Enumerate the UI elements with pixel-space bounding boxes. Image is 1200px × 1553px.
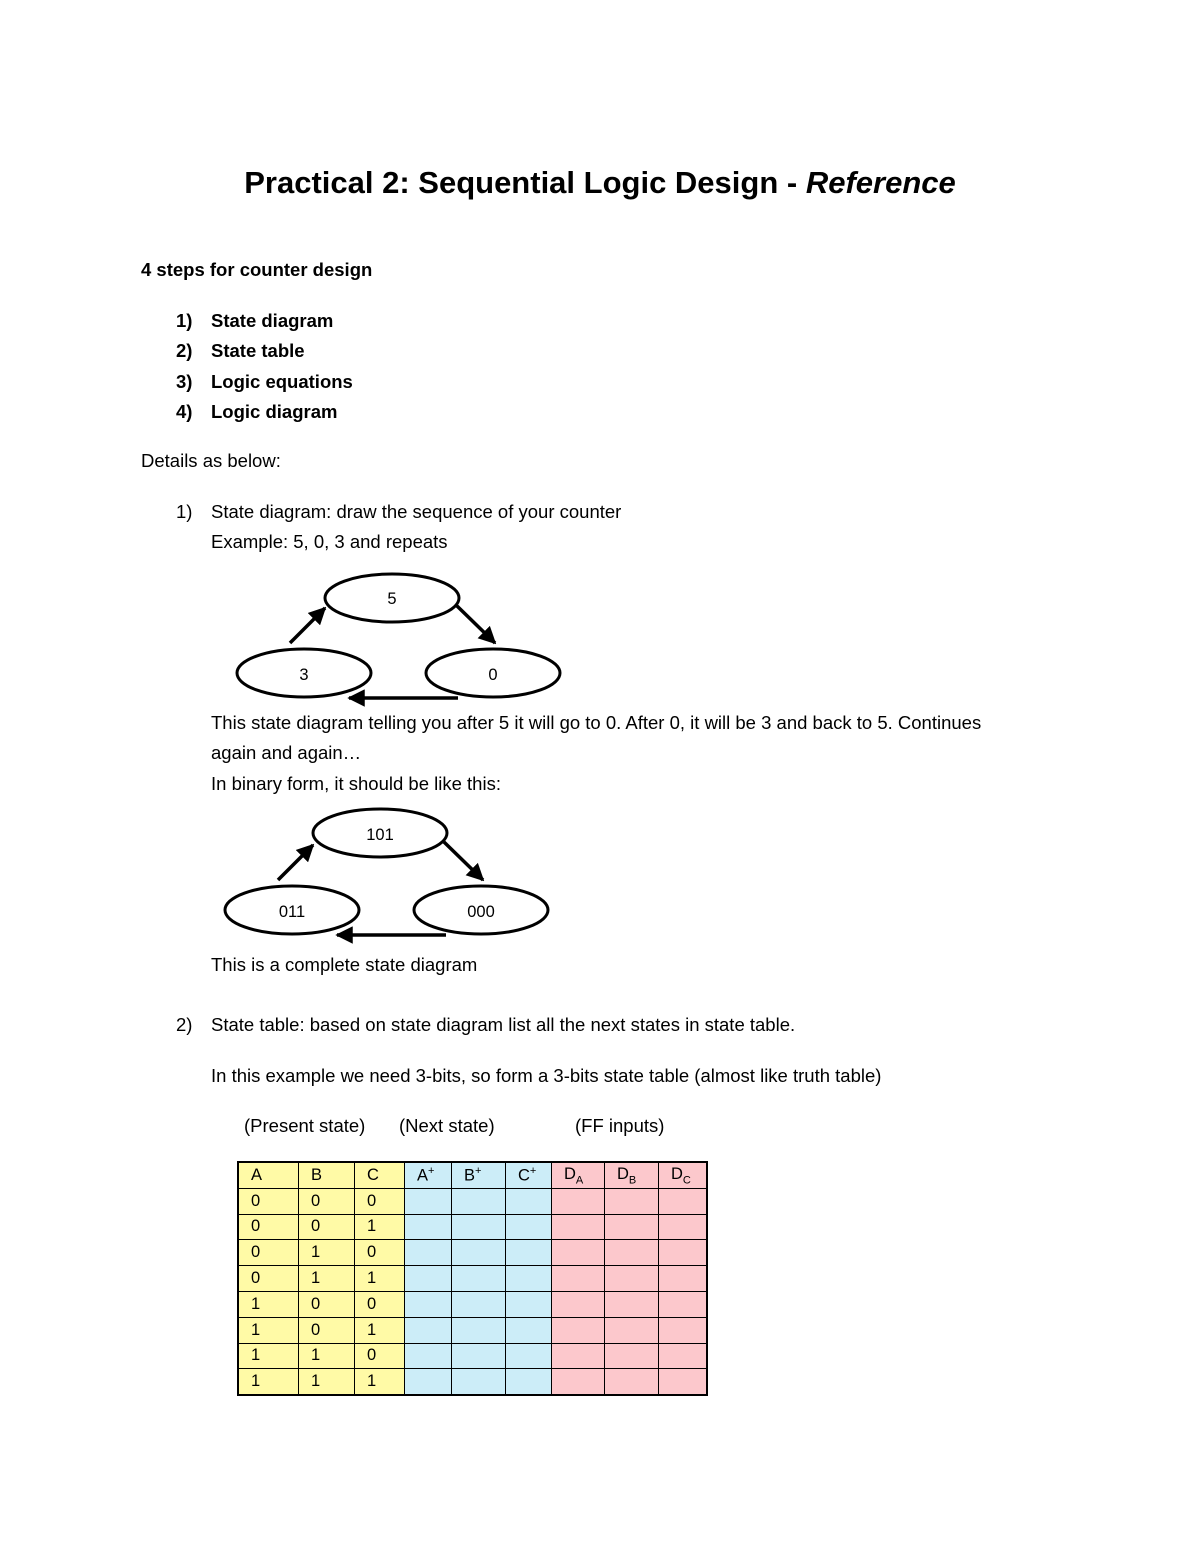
cell-b: 1 [299,1266,355,1292]
cell-b-next [452,1240,506,1266]
section2-line2: In this example we need 3-bits, so form a 3-bits state table (almost like truth table) [211,1065,882,1086]
cell-db [605,1343,659,1369]
col-header-db: $D_B$ [605,1162,659,1188]
state-label: 011 [278,903,306,921]
cell-a: 1 [238,1291,299,1317]
cell-c-next [506,1317,552,1343]
cell-c: 1 [355,1214,405,1240]
cell-db [605,1369,659,1395]
cell-b-next [452,1317,506,1343]
cell-dc [659,1188,708,1214]
cell-b-next [452,1214,506,1240]
cell-a: 0 [238,1214,299,1240]
section1-number: 1) [176,501,193,522]
title-main: Practical 2: Sequential Logic Design - [244,165,806,200]
cell-c-next [506,1266,552,1292]
cell-da [552,1369,605,1395]
cell-dc [659,1317,708,1343]
table-row [238,1317,707,1343]
group-label-present: (Present state) [244,1115,366,1136]
cell-b: 0 [299,1317,355,1343]
steps-heading: 4 steps for counter design [141,259,373,280]
step-number: 3) [176,371,193,392]
cell-a-next [405,1317,452,1343]
cell-db [605,1214,659,1240]
cell-c: 0 [355,1188,405,1214]
cell-c-next [506,1291,552,1317]
cell-da [552,1343,605,1369]
cell-c: 1 [355,1369,405,1395]
cell-a-next [405,1291,452,1317]
step-label: Logic diagram [211,401,338,422]
table-header-row [238,1162,707,1188]
cell-c-next [506,1369,552,1395]
table-row [238,1369,707,1395]
section2-number: 2) [176,1014,193,1035]
cell-da [552,1291,605,1317]
step-number: 2) [176,340,193,361]
cell-a-next [405,1240,452,1266]
transition-arrow [278,845,313,880]
cell-a-next [405,1343,452,1369]
cell-db [605,1240,659,1266]
col-header-dc: $D_C$ [659,1162,708,1188]
cell-b-next [452,1343,506,1369]
cell-dc [659,1266,708,1292]
step-number: 1) [176,310,193,331]
cell-b: 0 [299,1188,355,1214]
cell-c: 0 [355,1343,405,1369]
step-label: State table [211,340,305,361]
cell-db [605,1291,659,1317]
details-heading: Details as below: [141,450,281,471]
cell-a-next [405,1188,452,1214]
cell-a: 1 [238,1343,299,1369]
cell-a-next [405,1214,452,1240]
diagram-explanation: again and again… [211,742,362,763]
cell-dc [659,1240,708,1266]
state-label: 000 [467,903,495,921]
col-header-a-next: A+ [405,1162,452,1188]
cell-c: 0 [355,1291,405,1317]
col-header-b: B [299,1162,355,1188]
cell-b-next [452,1291,506,1317]
complete-diagram-note: This is a complete state diagram [211,954,478,975]
cell-dc [659,1369,708,1395]
cell-da [552,1188,605,1214]
group-label-next: (Next state) [399,1115,495,1136]
cell-a: 1 [238,1369,299,1395]
table-row [238,1343,707,1369]
state-table [237,1161,708,1396]
table-row [238,1291,707,1317]
cell-c-next [506,1343,552,1369]
cell-b: 1 [299,1369,355,1395]
table-row [238,1214,707,1240]
cell-c-next [506,1214,552,1240]
cell-c-next [506,1240,552,1266]
col-header-c: C [355,1162,405,1188]
table-row [238,1188,707,1214]
cell-b: 0 [299,1291,355,1317]
title-italic: Reference [805,165,956,200]
transition-arrow [444,842,483,880]
cell-da [552,1317,605,1343]
cell-c: 1 [355,1266,405,1292]
cell-db [605,1188,659,1214]
cell-dc [659,1291,708,1317]
table-row [238,1266,707,1292]
cell-b: 1 [299,1343,355,1369]
col-header-c-next: C+ [506,1162,552,1188]
cell-dc [659,1343,708,1369]
cell-db [605,1266,659,1292]
cell-b-next [452,1266,506,1292]
cell-dc [659,1214,708,1240]
section1-example: Example: 5, 0, 3 and repeats [211,531,448,552]
group-label-ff: (FF inputs) [575,1115,665,1136]
state-label: 3 [299,666,309,684]
state-label: 0 [488,666,498,684]
table-row [238,1240,707,1266]
cell-c-next [506,1188,552,1214]
col-header-b-next: B+ [452,1162,506,1188]
state-label: 101 [366,826,394,844]
col-header-a: A [238,1162,299,1188]
cell-da [552,1214,605,1240]
cell-da [552,1240,605,1266]
cell-a-next [405,1266,452,1292]
cell-c: 0 [355,1240,405,1266]
cell-a: 0 [238,1266,299,1292]
cell-a: 0 [238,1188,299,1214]
state-label: 5 [387,590,397,608]
cell-c: 1 [355,1317,405,1343]
col-header-da: $D_A$ [552,1162,605,1188]
cell-a: 0 [238,1240,299,1266]
cell-da [552,1266,605,1292]
cell-db [605,1317,659,1343]
cell-b-next [452,1369,506,1395]
cell-a-next [405,1369,452,1395]
cell-b: 0 [299,1214,355,1240]
cell-b: 1 [299,1240,355,1266]
section1-line1: State diagram: draw the sequence of your counter [211,501,622,522]
step-label: Logic equations [211,371,353,392]
cell-b-next [452,1188,506,1214]
diagram-explanation: This state diagram telling you after 5 it will go to 0. After 0, it will be 3 and back to 5. Continues [211,712,982,733]
section2-line1: State table: based on state diagram list all the next states in state table. [211,1014,796,1035]
cell-a: 1 [238,1317,299,1343]
step-label: State diagram [211,310,334,331]
step-number: 4) [176,401,193,422]
binary-intro: In binary form, it should be like this: [211,773,501,794]
